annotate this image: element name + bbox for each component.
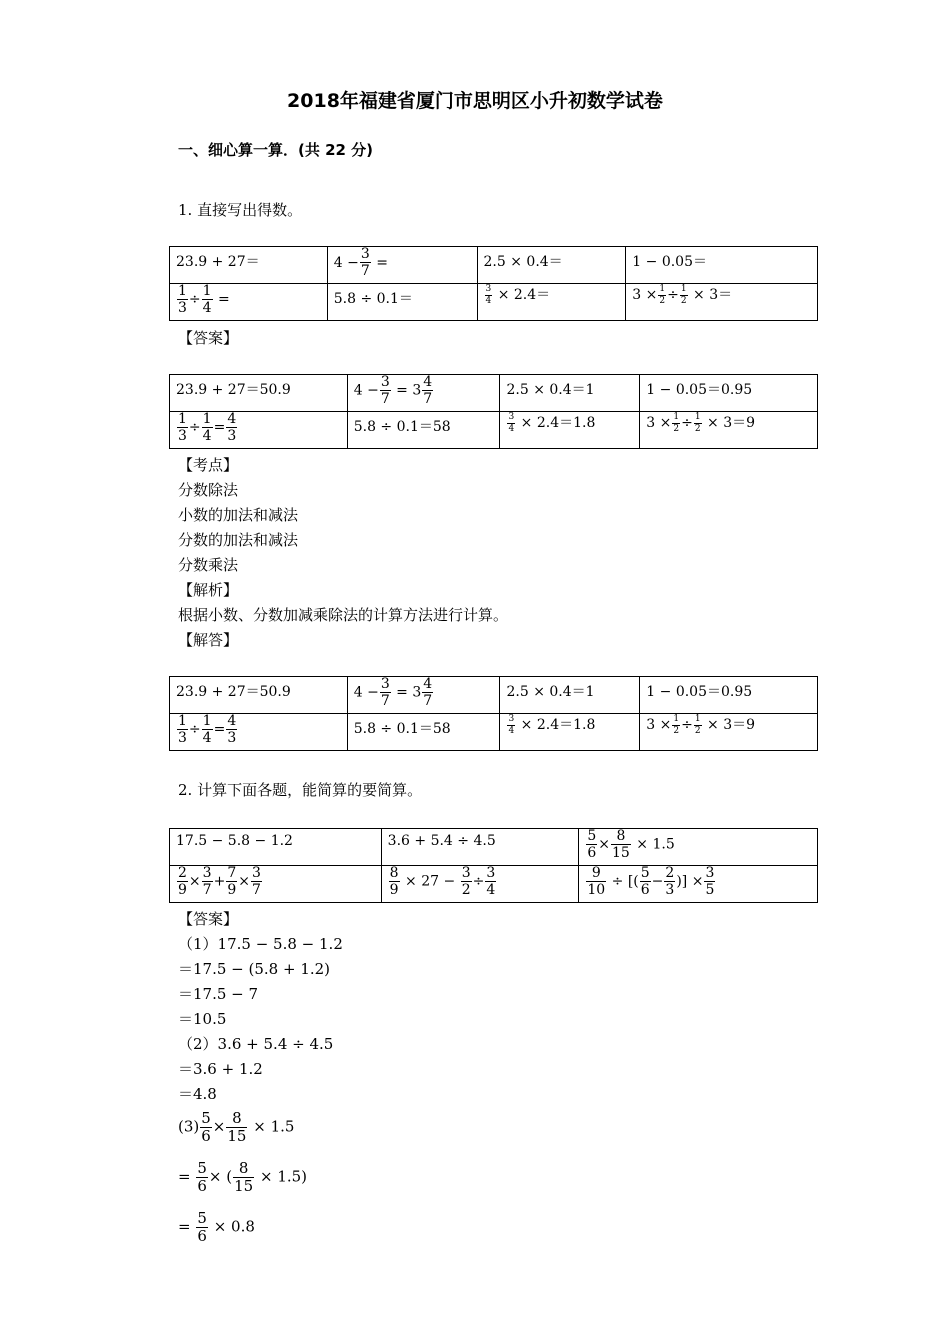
page-title: 2018年福建省厦门市思明区小升初数学试卷 bbox=[287, 90, 663, 112]
question-1-prompt: 1. 直接写出得数。 bbox=[178, 201, 303, 219]
table-row bbox=[170, 714, 818, 751]
table-cell: 23.9 + 27＝50.9 bbox=[170, 375, 348, 412]
table-row bbox=[170, 284, 818, 321]
question-1-table bbox=[169, 246, 818, 321]
solution-step: ＝17.5 − (5.8 + 1.2) bbox=[178, 960, 331, 978]
table-cell: 23.9 + 27＝ bbox=[170, 247, 328, 284]
answer-table bbox=[169, 374, 818, 449]
table-cell: $\frac{1}{3}$ ÷ $\frac{1}{4}$ = bbox=[170, 284, 328, 321]
table-cell: 23.9 + 27＝50.9 bbox=[170, 677, 348, 714]
table-cell: 5.8 ÷ 0.1＝ bbox=[327, 284, 477, 321]
table-cell: 3 × $\frac{1}{2}$ ÷ $\frac{1}{2}$ × 3＝9 bbox=[640, 714, 818, 751]
table-cell: 2.5 × 0.4＝ bbox=[477, 247, 626, 284]
table-row bbox=[170, 677, 818, 714]
table-cell: $\frac{9}{10}$ ÷ [( $\frac{5}{6}$ − $\frac{2}{3}$ )] × $\frac{3}{5}$ bbox=[579, 866, 818, 903]
solution-step: ＝3.6 + 1.2 bbox=[178, 1060, 263, 1078]
table-cell: 4 − $\frac{3}{7}$ = 3 $\frac{4}{7}$ bbox=[347, 375, 500, 412]
table-cell: 1 − 0.05＝0.95 bbox=[640, 677, 818, 714]
table-row bbox=[170, 866, 818, 903]
solution-step: （2）3.6 + 5.4 ÷ 4.5 bbox=[178, 1035, 334, 1053]
question-2-table bbox=[169, 828, 818, 903]
jiexi-text: 根据小数、分数加减乘除法的计算方法进行计算。 bbox=[178, 606, 509, 624]
table-cell: $\frac{3}{4}$ × 2.4＝1.8 bbox=[500, 714, 640, 751]
answer-label: 【答案】 bbox=[178, 329, 239, 347]
question-2-prompt: 2. 计算下面各题，能简算的要简算。 bbox=[178, 781, 423, 799]
table-row bbox=[170, 247, 818, 284]
jieda-table bbox=[169, 676, 818, 751]
jiexi-label: 【解析】 bbox=[178, 581, 239, 599]
answer-label: 【答案】 bbox=[178, 910, 239, 928]
table-row bbox=[170, 829, 818, 866]
table-cell: 4 − $\frac{3}{7}$ = bbox=[327, 247, 477, 284]
solution-step: = $\frac{5}{6}$ × 0.8 bbox=[178, 1209, 255, 1245]
table-cell: $\frac{2}{9}$ × $\frac{3}{7}$ + $\frac{7}{9}$ × $\frac{3}{7}$ bbox=[170, 866, 382, 903]
table-cell: $\frac{1}{3}$ ÷ $\frac{1}{4}$ = $\frac{4}{3}$ bbox=[170, 714, 348, 751]
table-cell: $\frac{8}{9}$ × 27 − $\frac{3}{2}$ ÷ $\frac{3}{4}$ bbox=[381, 866, 579, 903]
section-heading: 一、细心算一算．(共 22 分) bbox=[178, 141, 374, 159]
list-item: 小数的加法和减法 bbox=[178, 506, 299, 524]
table-cell: 2.5 × 0.4＝1 bbox=[500, 677, 640, 714]
table-row bbox=[170, 412, 818, 449]
solution-step: ＝4.8 bbox=[178, 1085, 217, 1103]
list-item: 分数乘法 bbox=[178, 556, 239, 574]
table-cell: 17.5 − 5.8 − 1.2 bbox=[170, 829, 382, 866]
table-cell: 3.6 + 5.4 ÷ 4.5 bbox=[381, 829, 579, 866]
table-cell: $\frac{3}{4}$ × 2.4＝ bbox=[477, 284, 626, 321]
jieda-label: 【解答】 bbox=[178, 631, 239, 649]
solution-step: （1）17.5 − 5.8 − 1.2 bbox=[178, 935, 343, 953]
table-cell: 3 × $\frac{1}{2}$ ÷ $\frac{1}{2}$ × 3＝ bbox=[626, 284, 818, 321]
table-cell: 1 − 0.05＝ bbox=[626, 247, 818, 284]
solution-step: (3) $\frac{5}{6}$ × $\frac{8}{15}$ × 1.5 bbox=[178, 1109, 295, 1145]
table-cell: $\frac{1}{3}$ ÷ $\frac{1}{4}$ = $\frac{4}{3}$ bbox=[170, 412, 348, 449]
table-cell: $\frac{5}{6}$ × $\frac{8}{15}$ × 1.5 bbox=[579, 829, 818, 866]
list-item: 分数的加法和减法 bbox=[178, 531, 299, 549]
table-cell: $\frac{3}{4}$ × 2.4＝1.8 bbox=[500, 412, 640, 449]
table-cell: 3 × $\frac{1}{2}$ ÷ $\frac{1}{2}$ × 3＝9 bbox=[640, 412, 818, 449]
table-cell: 2.5 × 0.4＝1 bbox=[500, 375, 640, 412]
list-item: 分数除法 bbox=[178, 481, 239, 499]
table-row bbox=[170, 375, 818, 412]
table-cell: 4 − $\frac{3}{7}$ = 3 $\frac{4}{7}$ bbox=[347, 677, 500, 714]
solution-step: ＝17.5 − 7 bbox=[178, 985, 259, 1003]
kaodian-label: 【考点】 bbox=[178, 456, 239, 474]
solution-step: ＝10.5 bbox=[178, 1010, 227, 1028]
table-cell: 5.8 ÷ 0.1＝58 bbox=[347, 412, 500, 449]
solution-step: = $\frac{5}{6}$ × ( $\frac{8}{15}$ × 1.5) bbox=[178, 1159, 308, 1195]
table-cell: 5.8 ÷ 0.1＝58 bbox=[347, 714, 500, 751]
table-cell: 1 − 0.05＝0.95 bbox=[640, 375, 818, 412]
